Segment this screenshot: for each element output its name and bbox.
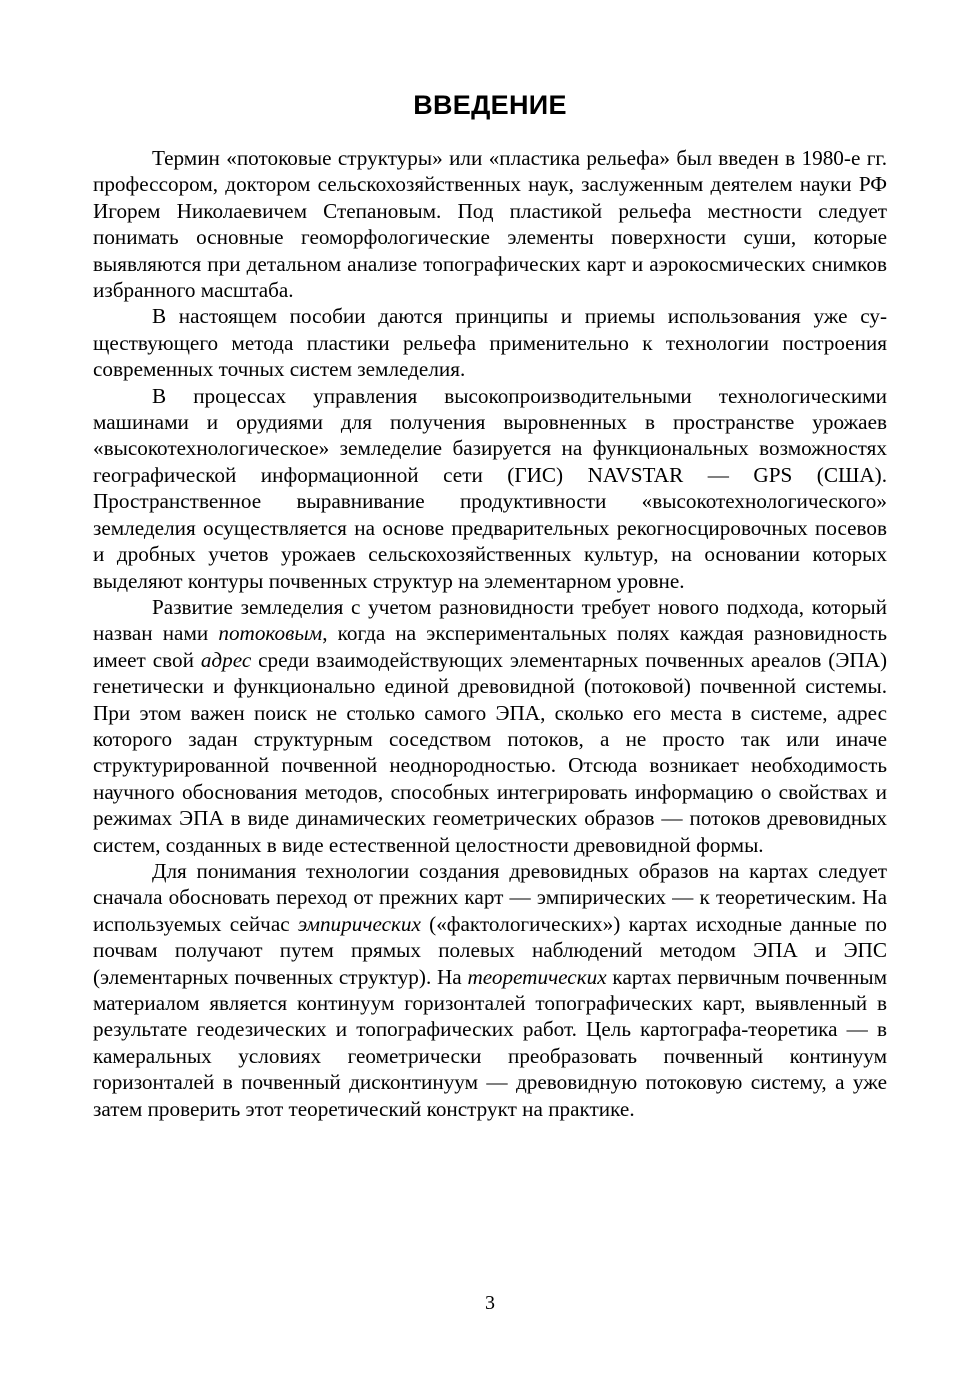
paragraph-text: («фактологических») картах исходные данные по почвам получают путем прямых полевых наблюдений методом ЭПА и ЭПС (элементарных почвенных структур). На [93,911,887,989]
document-page [93,90,887,1122]
section-heading: ВВЕДЕНИЕ [413,90,567,120]
paragraph-text: В процессах управления высокопроизводительными технологическими машинами и орудиями для получения выровненных в пространстве урожаев «высокотехнологическое» земледелие базируется на функциональных возможностях географической информационной сети (ГИС) NAVSTAR — GPS (США). Пространственное выравнивание продуктивности «высокотехнологического» земледелия осуществляется на основе предварительных рекогносцировочных посевов и дробных учетов урожаев сельскохозяйственных культур, на основании которых выделяют контуры почвенных структур на элементарном уровне. [93,383,887,593]
paragraph [93,858,887,1122]
paragraph [93,594,887,858]
italic-term: потоковым [218,621,323,646]
paragraph-text: Развитие земледелия с учетом разновидности требует нового подхода, который назван нами [93,594,887,646]
paragraph [93,145,887,303]
paragraph-text: среди взаимодействующих элементарных почвенных ареалов (ЭПА) генетически и функционально единой древовидной (потоковой) почвенной системы. При этом важен поиск не столько самого ЭПА, сколько его места в системе, адрес которого задан структурным соседством потоков, а не просто так или иначе структурированной почвенной неоднородностью. Отсюда возникает необходимость научного обоснования методов, способных интегрировать информацию о свойствах и режимах ЭПА в виде динамических геометрических образов — потоков древовидных систем, созданных в виде естественной целостности древовидной формы. [93,647,887,857]
paragraph-text: Для понимания технологии создания древовидных образов на картах следует сначала обосновать переход от прежних карт — эмпирических — к теоретическим. На используемых сейчас [93,858,887,936]
italic-term: адрес [200,647,252,672]
paragraph-text: В настоящем пособии даются принципы и приемы использования уже существующего метода пластики рельефа применительно к технологии построения современных точных систем земледелия. [93,304,887,382]
paragraph-text: картах первичным почвенным материалом является континуум горизонталей топографических карт, выявленный в результате геодезических и топографических работ. Цель картографа-теоретика — в камеральных условиях геометрически преобразовать почвенный континуум горизонталей в почвенный дисконтинуум — древовидную потоковую систему, а уже затем проверить этот теоретический конструкт на практике. [93,964,888,1121]
page-number: 3 [485,1292,495,1314]
paragraph [93,303,887,382]
paragraph [93,383,887,594]
italic-term: эмпирических [297,911,421,936]
paragraph-text: Термин «потоковые структуры» или «пластика рельефа» был введен в 1980-е гг. профессором, доктором сельскохозяйственных наук, заслуженным деятелем науки РФ Игорем Николаевичем Степановым. Под пластикой рельефа местности следует понимать основные геоморфологические элементы поверхности суши, которые выявляются при детальном анализе топографических карт и аэрокосмических снимков избранного масштаба. [93,146,887,303]
body-text [93,145,887,1122]
paragraph-text: , когда на экспериментальных полях каждая разновидность имеет свой [93,621,887,672]
italic-term: теоретических [467,964,607,989]
